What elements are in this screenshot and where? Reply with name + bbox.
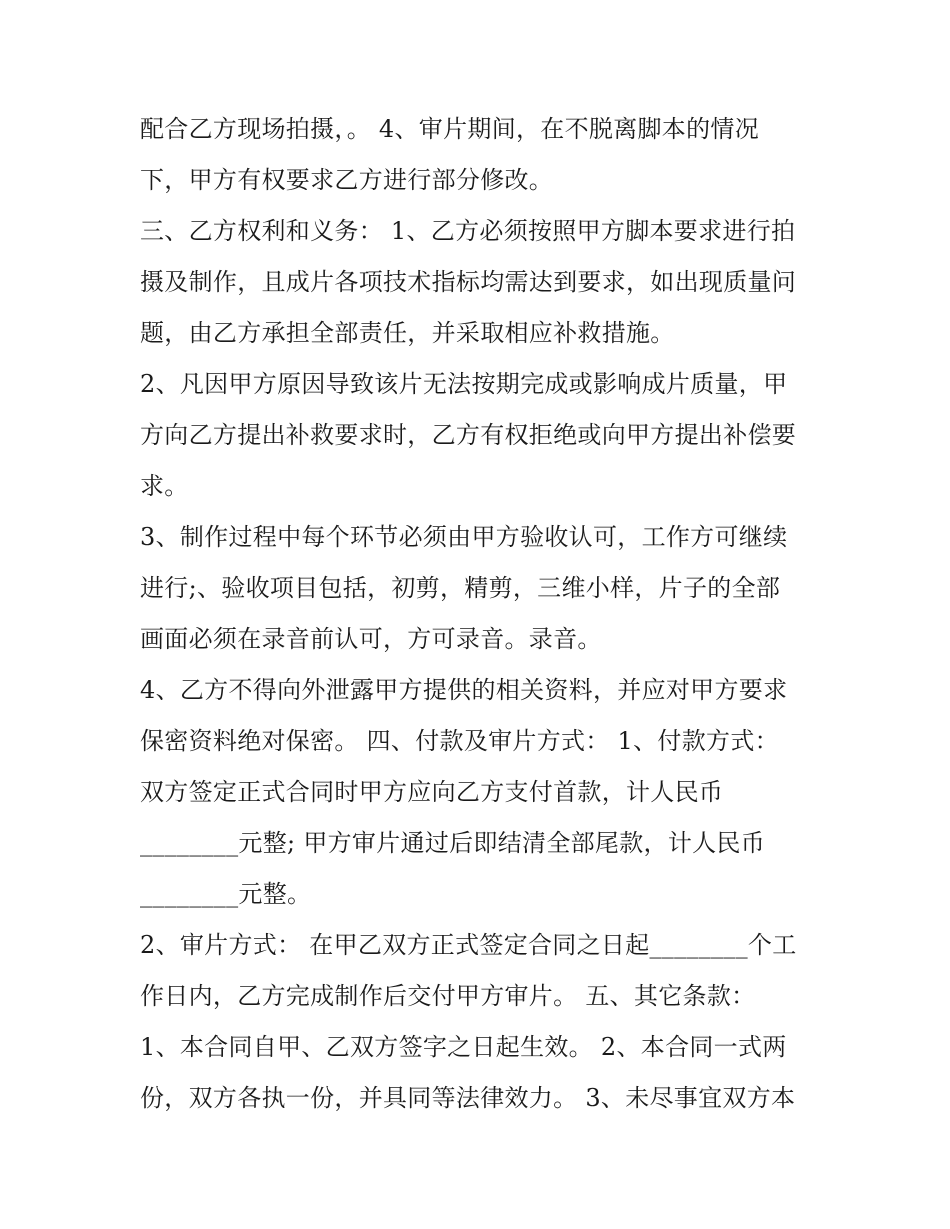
text-line: 画面必须在录音前认可，方可录音。录音。 bbox=[140, 625, 602, 653]
text-line: 4、乙方不得向外泄露甲方提供的相关资料，并应对甲方要求 bbox=[140, 676, 788, 704]
text-line: 3、制作过程中每个环节必须由甲方验收认可，工作方可继续 bbox=[140, 523, 788, 551]
text-line: 进行;、验收项目包括，初剪，精剪，三维小样，片子的全部 bbox=[140, 574, 781, 602]
text-line: 题，由乙方承担全部责任，并采取相应补救措施。 bbox=[140, 319, 675, 347]
text-line: 2、凡因甲方原因导致该片无法按期完成或影响成片质量，甲 bbox=[140, 370, 788, 398]
text-line: 方向乙方提出补救要求时，乙方有权拒绝或向甲方提出补偿要 bbox=[140, 421, 797, 449]
text-line: 1、本合同自甲、乙双方签字之日起生效。 2、本合同一式两 bbox=[140, 1033, 787, 1061]
text-line: 三、乙方权利和义务： 1、乙方必须按照甲方脚本要求进行拍 bbox=[140, 217, 796, 245]
text-line: 作日内，乙方完成制作后交付甲方审片。 五、其它条款： bbox=[140, 982, 756, 1010]
text-line: ________元整; 甲方审片通过后即结清全部尾款，计人民币 bbox=[140, 829, 766, 857]
text-line: 配合乙方现场拍摄，。 4、审片期间，在不脱离脚本的情况 bbox=[140, 115, 759, 143]
text-line: 2、审片方式： 在甲乙双方正式签定合同之日起________个工 bbox=[140, 931, 797, 959]
text-line: 下，甲方有权要求乙方进行部分修改。 bbox=[140, 166, 554, 194]
text-line: 摄及制作，且成片各项技术指标均需达到要求，如出现质量问 bbox=[140, 268, 797, 296]
text-line: 求。 bbox=[140, 472, 189, 500]
text-line: 双方签定正式合同时甲方应向乙方支付首款，计人民币 bbox=[140, 778, 724, 806]
document-body bbox=[140, 104, 830, 1124]
text-line: 份，双方各执一份，并具同等法律效力。 3、未尽事宜双方本 bbox=[140, 1084, 796, 1112]
text-line: ________元整。 bbox=[140, 880, 312, 908]
text-line: 保密资料绝对保密。 四、付款及审片方式： 1、付款方式： bbox=[140, 727, 779, 755]
